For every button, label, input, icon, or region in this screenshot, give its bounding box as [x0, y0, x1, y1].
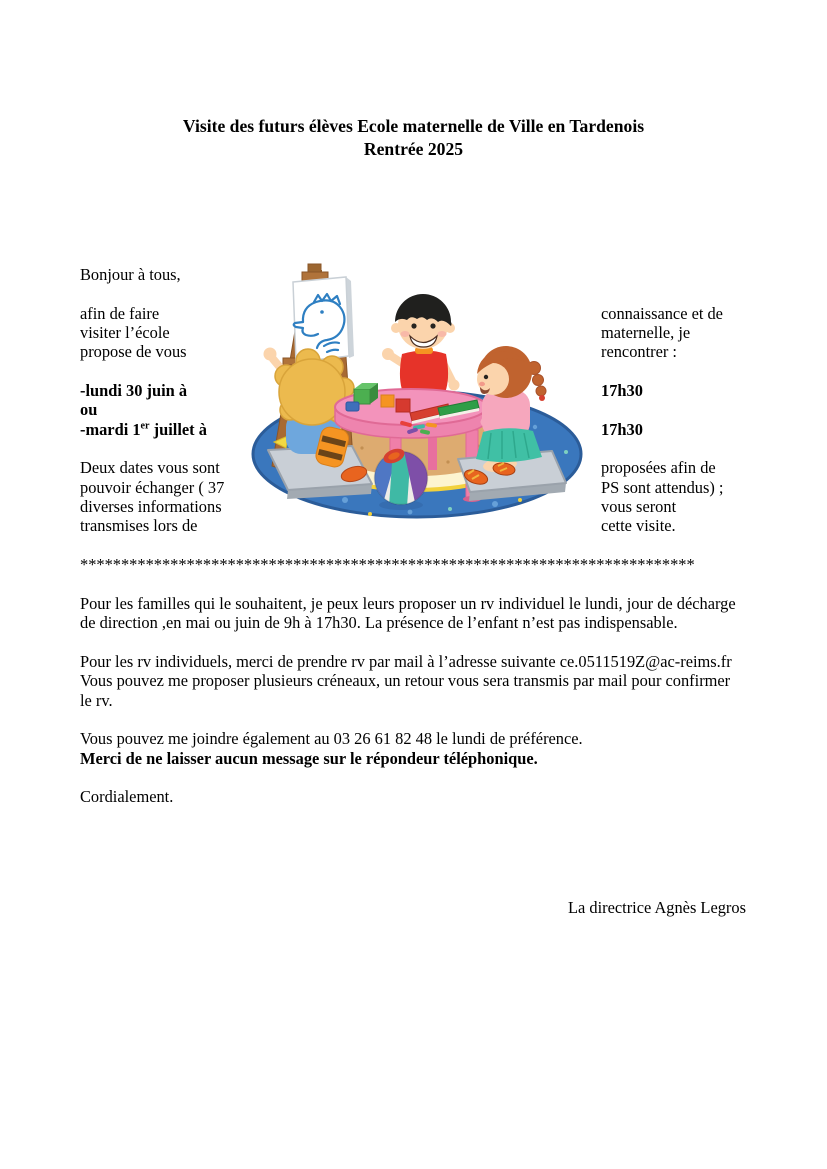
- text-line: 17h30: [601, 419, 643, 439]
- text-line: [80, 439, 224, 458]
- text-line: visiter l’école: [80, 323, 170, 343]
- text-line: [80, 536, 780, 555]
- text-line: [601, 284, 723, 303]
- text-line: -mardi 1er juillet à: [80, 419, 207, 439]
- text-line: [80, 284, 224, 303]
- text-line: [601, 439, 723, 458]
- text-line: [601, 265, 723, 284]
- text-line: pouvoir échanger ( 37: [80, 477, 225, 497]
- text-line: diverses informations: [80, 497, 222, 517]
- text-line: proposées afin de: [601, 458, 716, 478]
- wrapped-text-section: [80, 265, 780, 536]
- text-line: Cordialement.: [80, 787, 174, 807]
- text-line: [601, 400, 723, 419]
- text-line: le rv.: [80, 690, 113, 710]
- text-line: cette visite.: [601, 516, 676, 536]
- text-line: [80, 362, 224, 381]
- paragraph-flow: [80, 536, 780, 807]
- text-line: maternelle, je: [601, 323, 691, 343]
- text-line: [80, 768, 780, 787]
- letter-title-line-1: Visite des futurs élèves Ecole maternelle de Ville en Tardenois: [182, 116, 645, 136]
- text-line: propose de vous: [80, 342, 187, 362]
- letter-body: [80, 265, 780, 807]
- text-line: ou: [80, 400, 98, 420]
- text-line: PS sont attendus) ;: [601, 477, 724, 497]
- text-line: [601, 362, 723, 381]
- text-line: Vous pouvez me joindre également au 03 26 61 82 48 le lundi de préférence.: [80, 729, 583, 749]
- text-line: Bonjour à tous,: [80, 265, 181, 284]
- letter-title: [0, 115, 827, 161]
- text-line: de direction ,en mai ou juin de 9h à 17h30. La présence de l’enfant n’est pas indispensable.: [80, 613, 678, 633]
- text-line: connaissance et de: [601, 303, 723, 323]
- text-line: vous seront: [601, 497, 677, 517]
- text-line: [80, 575, 780, 594]
- text-line: ***************************************************************************: [80, 555, 695, 575]
- text-line: Merci de ne laisser aucun message sur le répondeur téléphonique.: [80, 748, 538, 768]
- signature: La directrice Agnès Legros: [568, 898, 746, 917]
- text-line: Pour les rv individuels, merci de prendre rv par mail à l’adresse suivante ce.0511519Z@ac-reims.fr: [80, 652, 732, 672]
- text-line: [80, 710, 780, 729]
- text-line: Vous pouvez me proposer plusieurs créneaux, un retour vous sera transmis par mail pour confirmer: [80, 671, 731, 691]
- letter-title-line-2: Rentrée 2025: [363, 139, 464, 159]
- text-line: afin de faire: [80, 303, 160, 323]
- text-line: Pour les familles qui le souhaitent, je peux leurs proposer un rv individuel le lundi, jour de décharge: [80, 594, 736, 614]
- wrap-left-column: [80, 265, 224, 536]
- text-line: 17h30: [601, 381, 643, 401]
- text-line: -lundi 30 juin à: [80, 381, 188, 401]
- text-line: rencontrer :: [601, 342, 677, 362]
- text-line: Deux dates vous sont: [80, 458, 220, 478]
- text-line: [80, 633, 780, 652]
- text-line: transmises lors de: [80, 516, 198, 536]
- wrap-right-column: [601, 265, 723, 536]
